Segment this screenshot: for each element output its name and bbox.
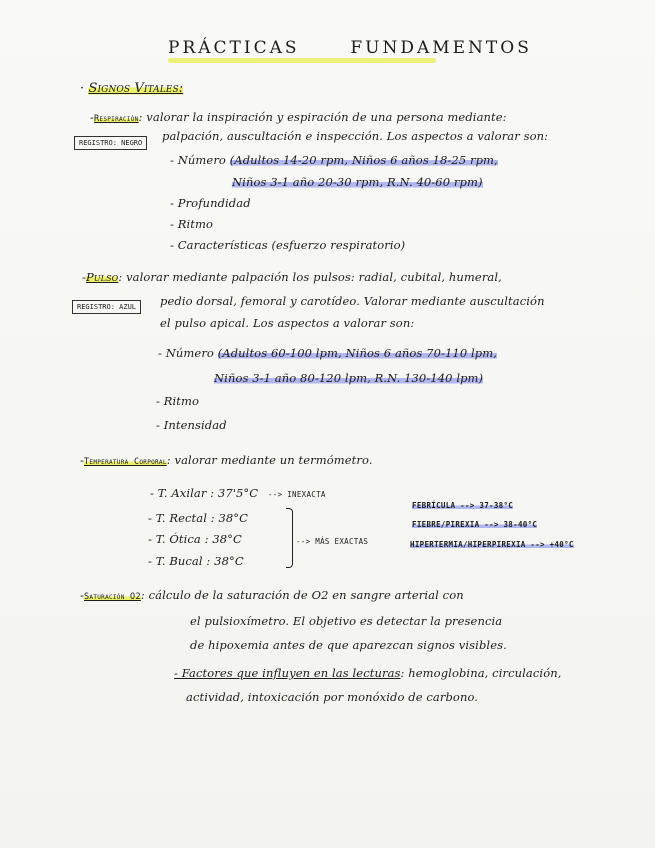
numero-label: - Número xyxy=(158,346,214,360)
respiracion-text-1: : valorar la inspiración y espiración de una persona mediante: xyxy=(138,110,507,124)
dash: - xyxy=(90,110,94,124)
fiebre-note xyxy=(412,518,537,532)
febricula-text: FEBRÍCULA --> 37-38°C xyxy=(412,501,514,510)
numero-values-2: Niños 3-1 año 80-120 lpm, R.N. 130-140 lpm) xyxy=(214,371,484,385)
registro-negro-box: REGISTRO: NEGRO xyxy=(74,136,147,150)
temperatura-label: Temperatura Corporal xyxy=(84,457,167,467)
respiracion-numero-line-1 xyxy=(170,153,498,167)
respiracion-line-1 xyxy=(90,110,507,126)
bracket xyxy=(286,508,293,568)
saturacion-line-1 xyxy=(80,588,464,604)
factores-label: - Factores que influyen en las lecturas xyxy=(174,666,401,680)
caracteristicas-item: - Características (esfuerzo respiratorio) xyxy=(170,238,406,252)
saturacion-line-3: de hipoxemia antes de que aparezcan signos visibles. xyxy=(190,638,507,652)
ritmo-item: - Ritmo xyxy=(170,217,214,231)
signos-vitales-label: Signos Vitales: xyxy=(88,81,184,96)
pulso-line-2: pedio dorsal, femoral y carotídeo. Valorar mediante auscultación xyxy=(160,294,545,308)
pulso-label: Pulso xyxy=(86,270,119,284)
pulso-line-3: el pulso apical. Los aspectos a valorar son: xyxy=(160,316,415,330)
numero-values-2: Niños 3-1 año 20-30 rpm, R.N. 40-60 rpm) xyxy=(232,175,483,189)
pulso-text-1: : valorar mediante palpación los pulsos: radial, cubital, humeral, xyxy=(118,270,502,284)
t-axilar-text: - T. Axilar : 37'5°C xyxy=(150,486,259,500)
fiebre-text: FIEBRE/PIREXIA --> 38-40°C xyxy=(412,520,538,529)
dash: - xyxy=(80,453,84,467)
factores-text: : hemoglobina, circulación, xyxy=(400,666,562,680)
title-left: PRÁCTICAS xyxy=(168,38,300,58)
saturacion-line-2: el pulsioxímetro. El objetivo es detectar la presencia xyxy=(190,614,503,628)
t-axilar-note: --> INEXACTA xyxy=(267,490,326,499)
hipertermia-text: HIPERTERMIA/HIPERPIREXIA --> +40°C xyxy=(410,540,574,549)
t-otica-item: - T. Ótica : 38°C xyxy=(148,532,242,546)
factores-line-1 xyxy=(174,666,561,680)
t-axilar-item xyxy=(150,486,326,502)
title-right: FUNDAMENTOS xyxy=(350,38,532,58)
numero-label: - Número xyxy=(170,153,226,167)
saturacion-text-1: : cálculo de la saturación de O2 en sangre arterial con xyxy=(140,588,464,602)
pulso-numero-line-2 xyxy=(214,371,483,385)
temperatura-line-1 xyxy=(80,453,373,469)
febricula-note xyxy=(412,499,513,513)
respiracion-numero-line-2 xyxy=(232,175,483,189)
signos-vitales-heading xyxy=(80,82,183,96)
factores-line-2: actividad, intoxicación por monóxido de carbono. xyxy=(186,690,479,704)
pulso-ritmo-item: - Ritmo xyxy=(156,394,200,408)
profundidad-item: - Profundidad xyxy=(170,196,251,210)
t-bucal-item: - T. Bucal : 38°C xyxy=(148,554,244,568)
t-rectal-item: - T. Rectal : 38°C xyxy=(148,511,249,525)
numero-values-1: (Adultos 60-100 lpm, Niños 6 años 70-110 lpm, xyxy=(217,346,498,360)
hipertermia-note xyxy=(410,538,574,552)
numero-values-1: (Adultos 14-20 rpm, Niños 6 años 18-25 rpm, xyxy=(229,153,498,167)
respiracion-line-2: palpación, auscultación e inspección. Los aspectos a valorar son: xyxy=(162,129,549,143)
mas-exactas-note: --> MÁS EXACTAS xyxy=(296,537,369,546)
registro-azul-box: REGISTRO: AZUL xyxy=(72,300,141,314)
dash: - xyxy=(82,270,86,284)
title-highlight xyxy=(168,58,436,63)
pulso-numero-line-1 xyxy=(158,346,497,360)
bullet: · xyxy=(80,81,85,96)
temperatura-text: : valorar mediante un termómetro. xyxy=(166,453,373,467)
saturacion-label: Saturación O2 xyxy=(84,592,141,602)
pulso-intensidad-item: - Intensidad xyxy=(156,418,227,432)
page-title xyxy=(168,38,532,58)
respiracion-label: Respiración xyxy=(94,114,139,124)
pulso-line-1 xyxy=(82,270,502,284)
dash: - xyxy=(80,588,84,602)
